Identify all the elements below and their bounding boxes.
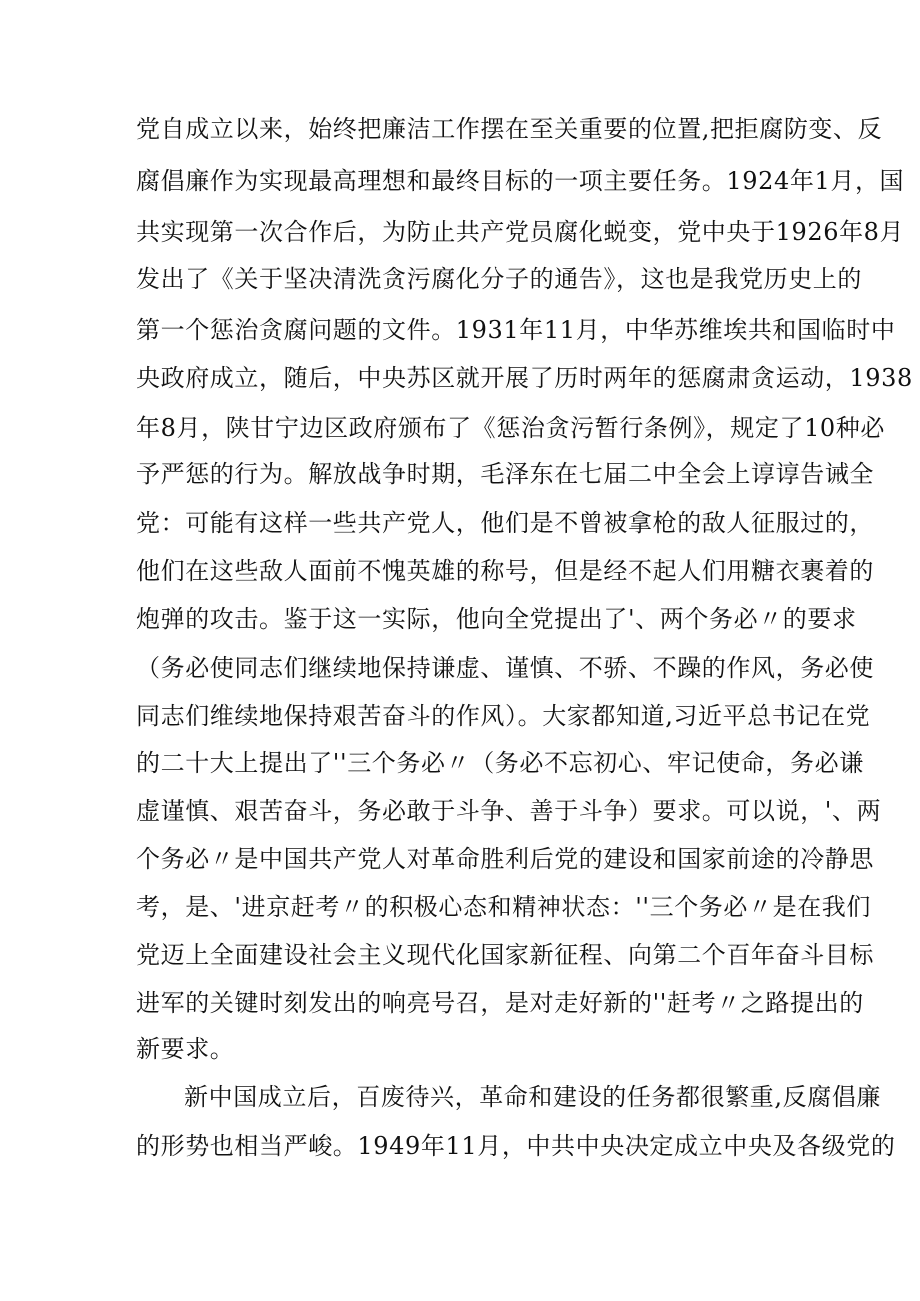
text-line: 党：可能有这样一些共产党人，他们是不曾被拿枪的敌人征服过的， bbox=[136, 509, 874, 537]
text-line: （务必使同志们继续地保持谦虚、谨慎、不骄、不躁的作风，务必使 bbox=[136, 654, 874, 682]
text-line: 第一个惩治贪腐问题的文件。1931年11月，中华苏维埃共和国临时中 bbox=[136, 316, 896, 344]
text-line: 新要求。 bbox=[136, 1035, 235, 1063]
text-line: 发出了《关于坚决清洗贪污腐化分子的通告》，这也是我党历史上的 bbox=[136, 265, 862, 293]
text-line: 予严惩的行为。解放战争时期，毛泽东在七届二中全会上谆谆告诫全 bbox=[136, 460, 874, 488]
text-line: 腐倡廉作为实现最高理想和最终目标的一项主要任务。1924年1月，国 bbox=[136, 167, 905, 195]
text-line: 党迈上全面建设社会主义现代化国家新征程、向第二个百年奋斗目标 bbox=[136, 941, 874, 969]
text-line: 央政府成立，随后，中央苏区就开展了历时两年的惩腐肃贪运动，1938 bbox=[136, 364, 913, 392]
text-line: 党自成立以来，始终把廉洁工作摆在至关重要的位置,把拒腐防变、反 bbox=[136, 115, 883, 143]
text-line: 新中国成立后，百废待兴，革命和建设的任务都很繁重,反腐倡廉 bbox=[184, 1083, 882, 1111]
text-line: 的形势也相当严峻。1949年11月，中共中央决定成立中央及各级党的 bbox=[136, 1132, 896, 1160]
text-line: 他们在这些敌人面前不愧英雄的称号，但是经不起人们用糖衣裹着的 bbox=[136, 557, 874, 585]
text-line: 虚谨慎、艰苦奋斗，务必敢于斗争、善于斗争）要求。可以说，'、两 bbox=[136, 797, 882, 825]
text-line: 同志们维续地保持艰苦奋斗的作风）。大家都知道,习近平总书记在党 bbox=[136, 702, 871, 730]
text-line: 个务必〃是中国共产党人对革命胜利后党的建设和国家前途的冷静思 bbox=[136, 845, 874, 873]
text-line: 进军的关键时刻发出的响亮号召，是对走好新的''赶考〃之路提出的 bbox=[136, 989, 864, 1017]
text-line: 考，是、'进京赶考〃的积极心态和精神状态：''三个务必〃是在我们 bbox=[136, 893, 871, 921]
text-line: 年8月，陕甘宁边区政府颁布了《惩治贪污暂行条例》，规定了10种必 bbox=[136, 414, 886, 442]
text-line: 的二十大上提出了''三个务必〃（务必不忘初心、牢记使命，务必谦 bbox=[136, 749, 864, 777]
text-line: 炮弹的攻击。鉴于这一实际，他向全党提出了'、两个务必〃的要求 bbox=[136, 605, 857, 633]
text-line: 共实现第一次合作后，为防止共产党员腐化蜕变，党中央于1926年8月 bbox=[136, 218, 905, 246]
